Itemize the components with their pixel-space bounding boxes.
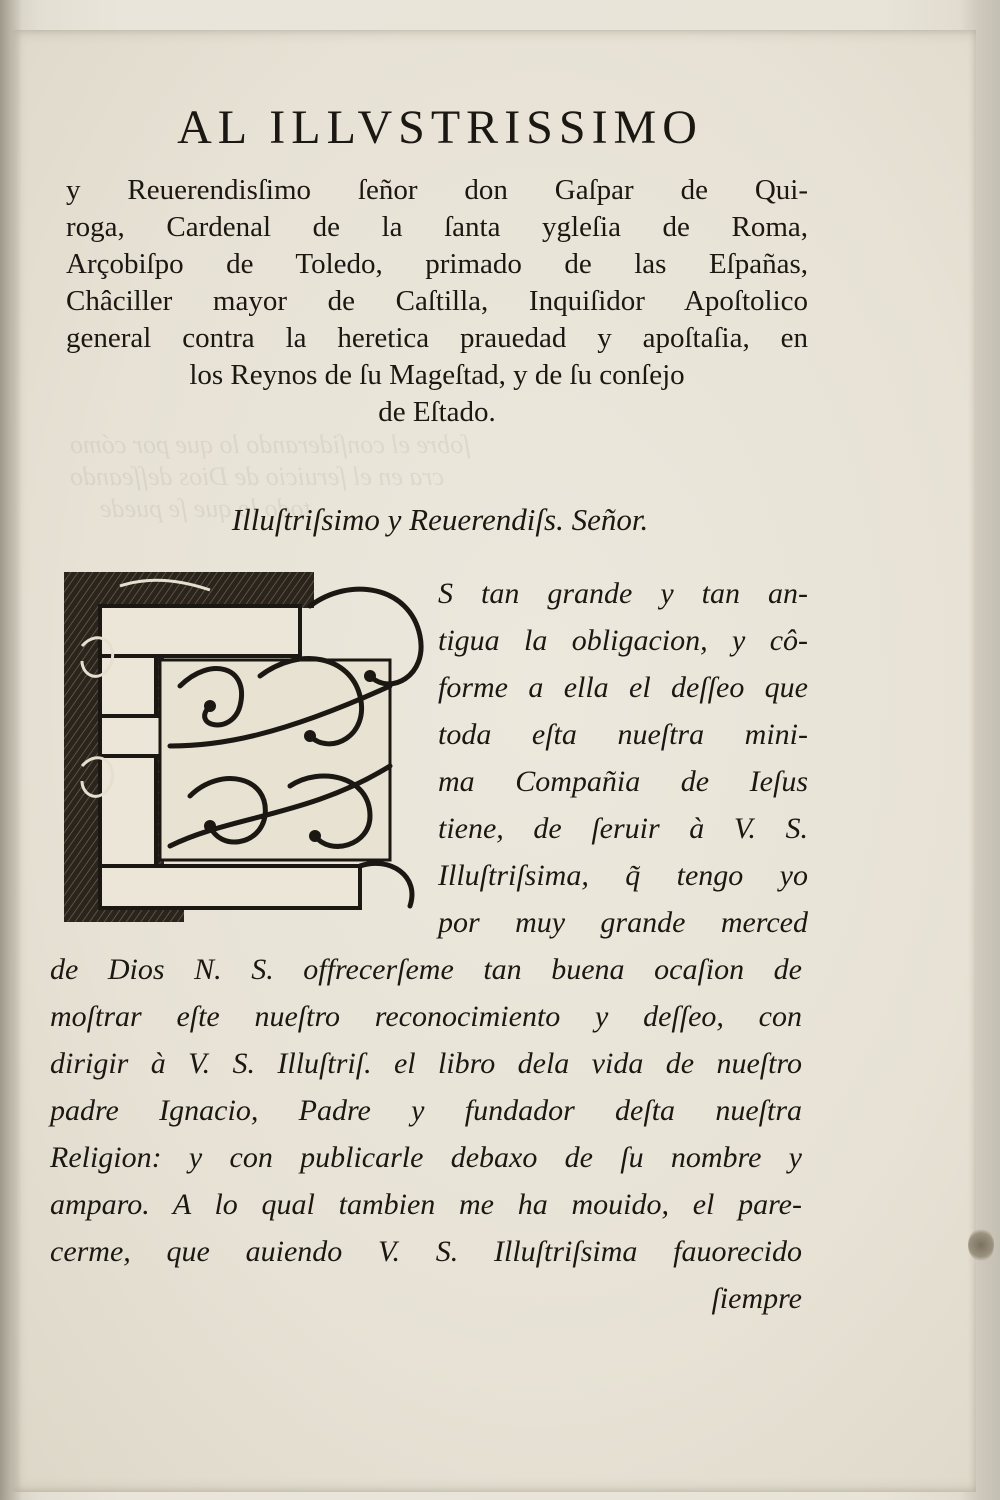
body-text <box>50 946 802 1322</box>
paper-stain <box>968 1228 994 1262</box>
body-line: amparo. A lo qual tambien me ha mouido, el pare- <box>50 1188 802 1221</box>
body-line: por muy grande merced <box>438 906 808 939</box>
show-through-text: cra en el ſeruicio de Dios deſſeando <box>70 462 445 491</box>
binding-gutter <box>0 0 22 1500</box>
heading-line: de Eſtado. <box>378 396 496 428</box>
body-line: toda eſta nueſtra mini- <box>438 718 808 751</box>
dedication-title: AL ILLVSTRISSIMO <box>177 101 703 154</box>
woodcut-initial-graphic <box>60 566 432 928</box>
body-line: forme a ella el deſſeo que <box>438 671 808 704</box>
body-line: ma Compañia de Ieſus <box>438 765 808 798</box>
heading-line: roga, Cardenal de la ſanta ygleſia de Roma, <box>66 211 808 243</box>
salutation: Illuſtriſsimo y Reuerendiſs. Señor. <box>231 502 649 537</box>
heading-line: y Reuerendisſimo ſeñor don Gaſpar de Qui- <box>66 174 808 206</box>
body-line: cerme, que auiendo V. S. Illuſtriſsima fauorecido <box>50 1235 802 1268</box>
body-line: tiene, de ſeruir à V. S. <box>438 812 808 845</box>
show-through-text: ſobre el conſiderando lo que por cómo <box>70 430 471 459</box>
body-line: Religion: y con publicarle debaxo de ſu nombre y <box>50 1141 802 1174</box>
heading-line: Châciller mayor de Caſtilla, Inquiſidor Apoſtolico <box>66 285 808 317</box>
decorated-initial-e <box>60 566 432 928</box>
body-line: dirigir à V. S. Illuſtriſ. el libro dela vida de nueſtro <box>50 1047 802 1080</box>
heading-line: general contra la heretica prauedad y apoſtaſia, en <box>66 322 808 354</box>
dedication-heading <box>66 172 808 431</box>
show-through-text: todo lo que ſe puede <box>100 494 311 523</box>
body-line: Illuſtriſsima, q̃ tengo yo <box>438 859 808 892</box>
body-line: de Dios N. S. offrecerſeme tan buena ocaſion de <box>50 953 802 986</box>
body-line: padre Ignacio, Padre y fundador deſta nueſtra <box>50 1094 802 1127</box>
body-line: moſtrar eſte nueſtro reconocimiento y deſſeo, con <box>50 1000 802 1033</box>
body-text-beside-initial <box>438 570 808 946</box>
heading-line: Arçobiſpo de Toledo, primado de las Eſpañas, <box>66 248 808 280</box>
body-line: tigua la obligacion, y cô- <box>438 624 808 657</box>
catchword: ſiempre <box>711 1282 802 1315</box>
heading-line: los Reynos de ſu Mageſtad, y de ſu conſejo <box>189 359 685 391</box>
body-line: S tan grande y tan an- <box>438 577 808 610</box>
